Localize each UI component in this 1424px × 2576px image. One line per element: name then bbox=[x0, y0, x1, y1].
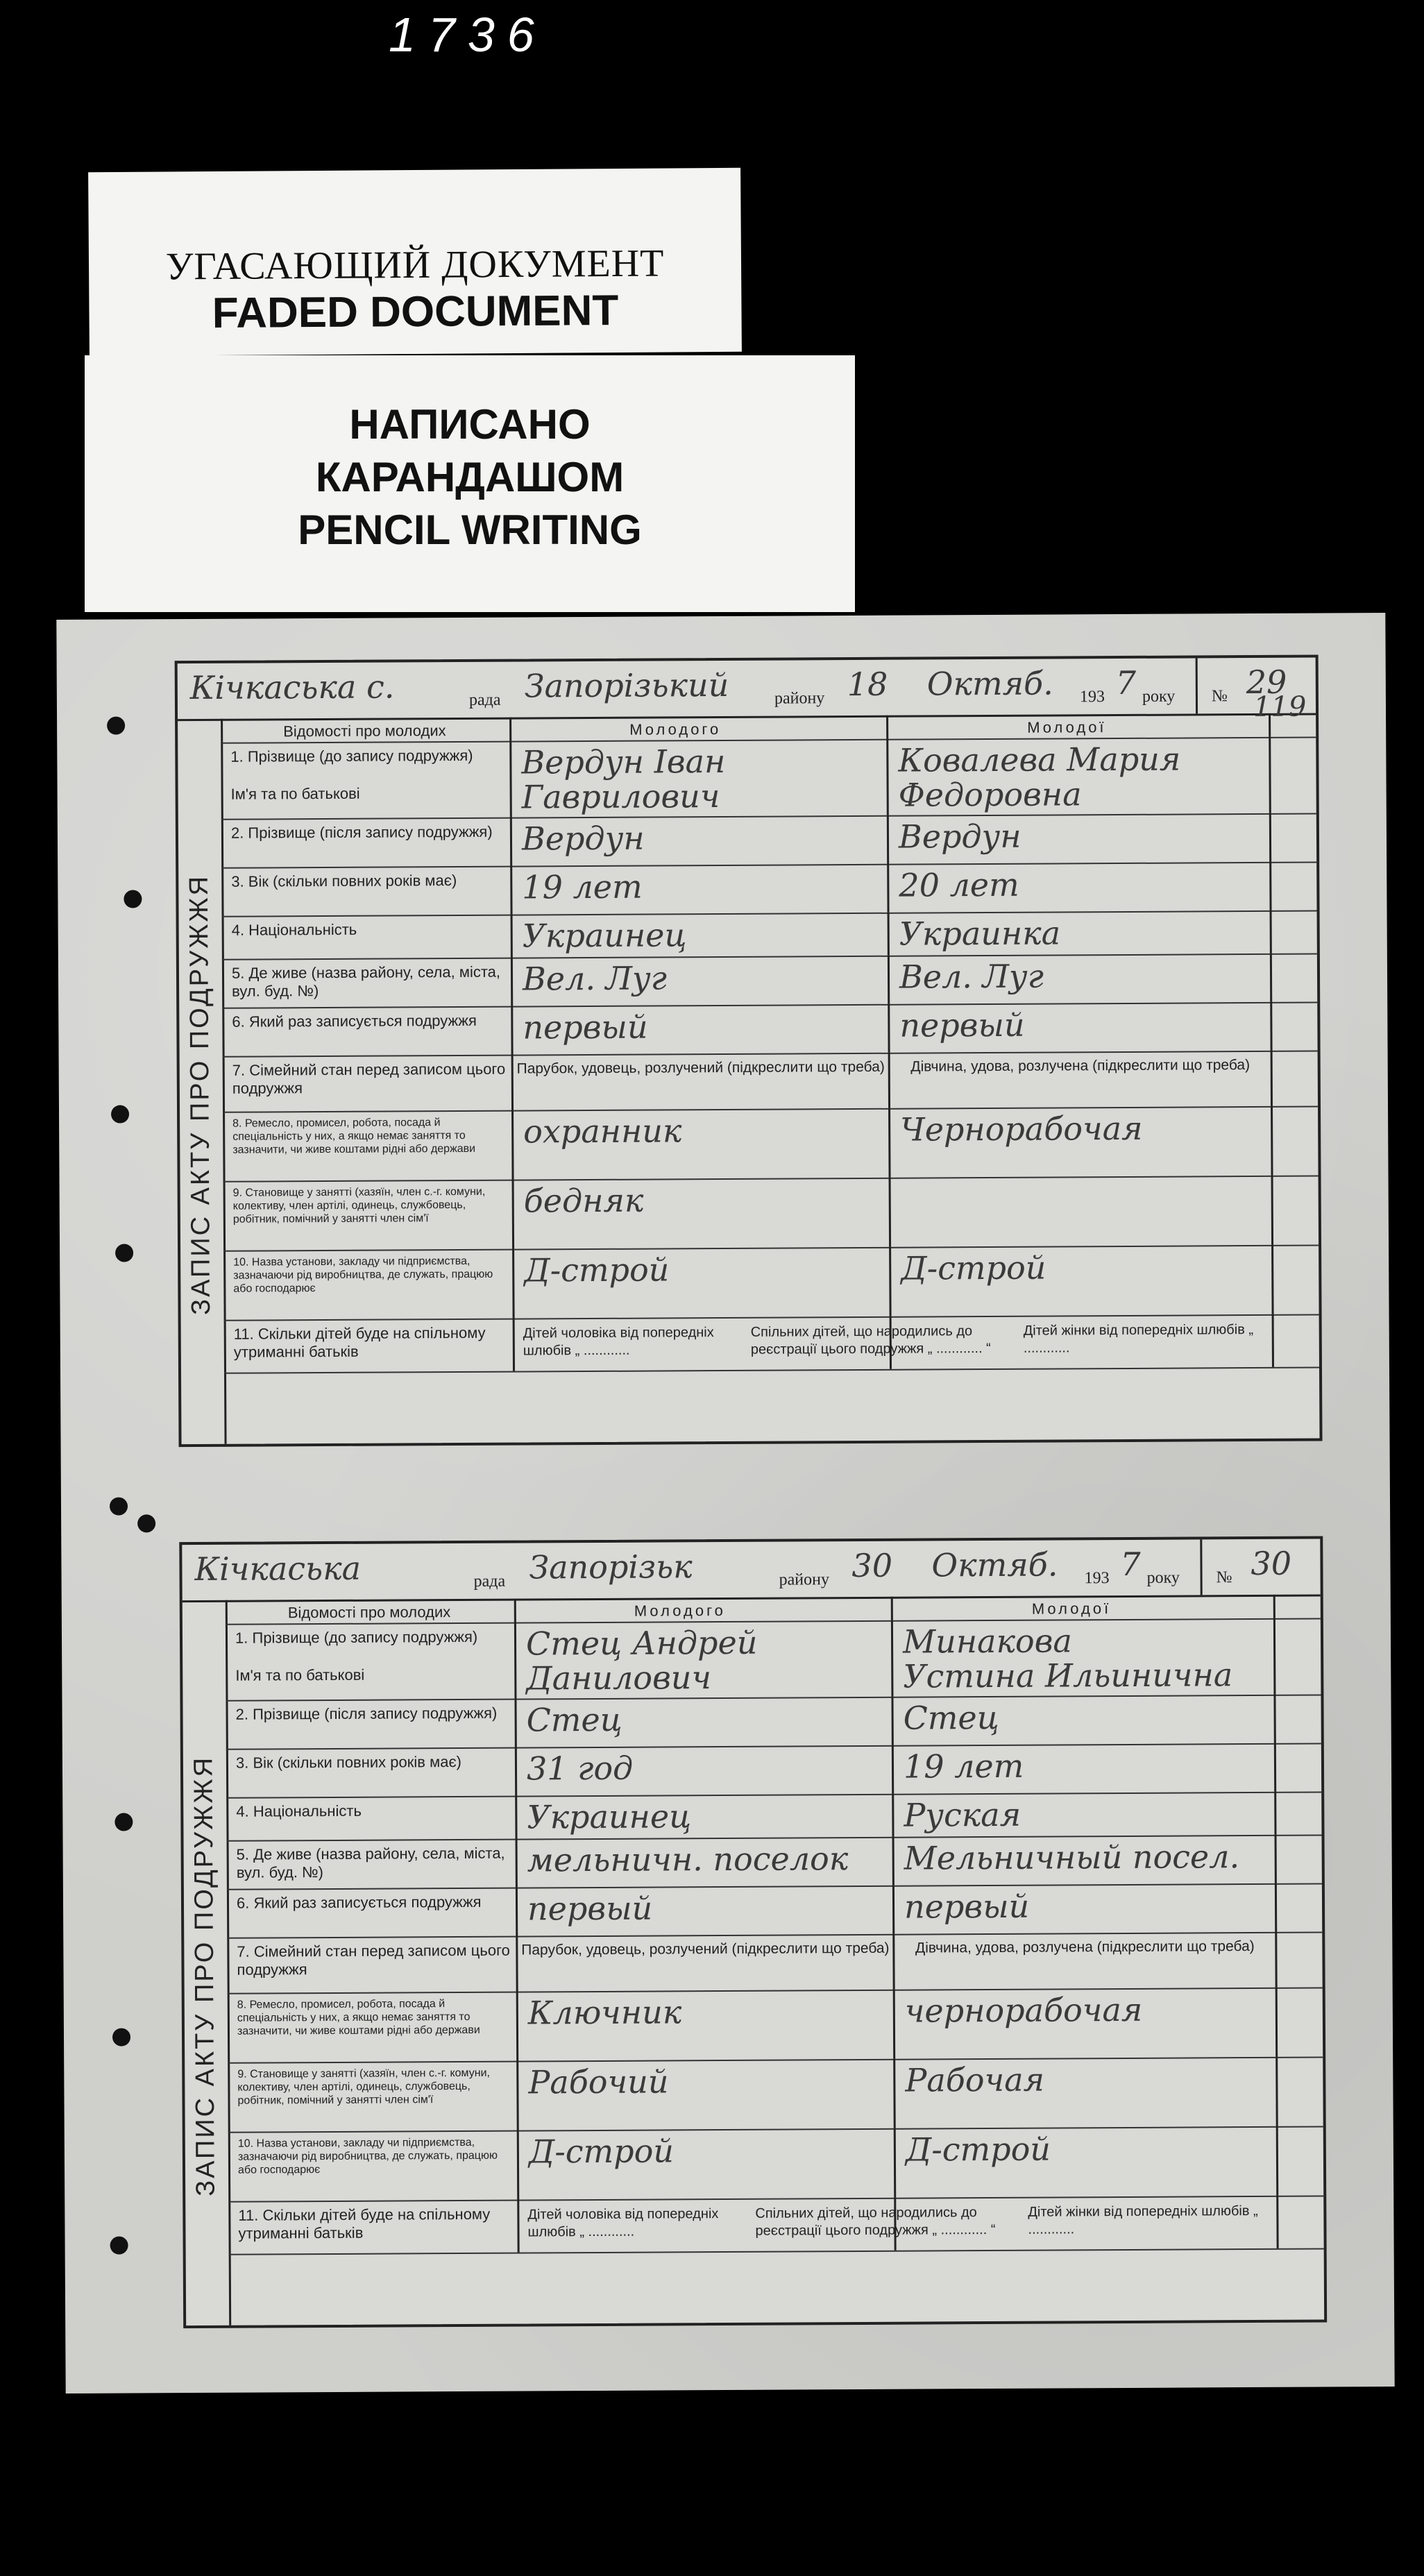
groom-patronymic: Данилович bbox=[526, 1659, 712, 1697]
margin-cell bbox=[1275, 1695, 1321, 1743]
question-cell bbox=[222, 915, 513, 959]
form-row-4 bbox=[222, 910, 1317, 960]
question-label: 8. Ремесло, промисел, робота, посада й спеціальність у них, а якщо немає заняття то зазначити, чи живе коштами рідні або держави bbox=[237, 1998, 480, 2037]
groom-workplace: Д-строй bbox=[524, 1251, 670, 1289]
groom-cell bbox=[514, 1108, 891, 1180]
bride-residence: Вел. Луг bbox=[899, 957, 1044, 996]
year-digit: 7 bbox=[1115, 663, 1137, 702]
question-cell bbox=[228, 1992, 519, 2062]
groom-cell bbox=[511, 715, 888, 741]
punch-hole bbox=[137, 1514, 155, 1532]
faded-label-en: FADED DOCUMENT bbox=[212, 286, 619, 338]
bride-cell bbox=[894, 1743, 1276, 1794]
bride-cell bbox=[895, 1932, 1277, 1990]
rayon-name: Запорізьк bbox=[529, 1548, 693, 1586]
side-title-text: ЗАПИС АКТУ ПРО ПОДРУЖЖЯ bbox=[184, 874, 217, 1315]
question-cell bbox=[223, 1180, 515, 1251]
question-cell bbox=[228, 2130, 520, 2201]
question-cell bbox=[226, 1622, 517, 1700]
column-header-bride: Молодої bbox=[1031, 1600, 1112, 1618]
margin-cell bbox=[1272, 910, 1317, 954]
bride-nationality: Руская bbox=[904, 1795, 1022, 1834]
groom-cell bbox=[513, 913, 890, 958]
question-label: 7. Сімейний стан перед записом цього подружжя bbox=[232, 1060, 506, 1097]
question-cell bbox=[228, 2200, 519, 2254]
record-grid bbox=[226, 1595, 1324, 2325]
bride-children-label: Дітей жінки від попередніх шлюбів „ ............ bbox=[1023, 1322, 1254, 1356]
groom-cell bbox=[516, 1597, 893, 1622]
question-sublabel: Ім'я та по батькові bbox=[235, 1666, 365, 1684]
question-label: 4. Національність bbox=[231, 920, 357, 939]
question-cell bbox=[224, 1319, 515, 1373]
form-row-10 bbox=[228, 2126, 1324, 2203]
groom-cell bbox=[517, 1794, 894, 1839]
bride-cell bbox=[891, 1245, 1274, 1316]
margin-cell bbox=[1271, 813, 1316, 862]
bride-children-label: Дітей жінки від попередніх шлюбів „ ............ bbox=[1028, 2203, 1258, 2237]
bride-surname_after: Стец bbox=[903, 1698, 999, 1737]
margin-cell bbox=[1272, 954, 1317, 1002]
margin-cell bbox=[1271, 737, 1316, 813]
groom-cell bbox=[514, 1247, 892, 1319]
bride-surname: Ковалева Мария bbox=[898, 740, 1181, 779]
archive-number: 1736 bbox=[389, 8, 547, 62]
form-row-5 bbox=[222, 954, 1317, 1009]
bride-patronymic: Федоровна bbox=[898, 775, 1082, 814]
question-label: 11. Скільки дітей буде на спільному утриманні батьків bbox=[238, 2205, 491, 2242]
month: Октяб. bbox=[931, 1545, 1058, 1584]
year-prefix: 193 bbox=[1079, 688, 1105, 706]
bride-cell bbox=[895, 1883, 1277, 1934]
question-label: 9. Становище у занятті (хазяїн, член с.-г. комуни, колективу, член артілі, одинець, службовець, робітник, помічний у занятті член сім'ї bbox=[232, 1185, 486, 1226]
question-label: 1. Прізвище (до запису подружжя) bbox=[230, 746, 473, 765]
faded-label-ru: УГАСАЮЩИЙ ДОКУМЕНТ bbox=[165, 242, 665, 289]
groom-occupation: Ключник bbox=[527, 1993, 682, 2032]
groom-status: Рабочий bbox=[528, 2062, 669, 2101]
groom-surname_after: Вердун bbox=[521, 819, 645, 858]
marriage-record-1 bbox=[175, 655, 1323, 1448]
record-number-box bbox=[1200, 1539, 1320, 1595]
groom-children-label: Дітей чоловіка від попередніх шлюбів „ ............ bbox=[527, 2206, 719, 2240]
question-label: 1. Прізвище (до запису подружжя) bbox=[235, 1627, 478, 1647]
rada-name: Кічкаська с. bbox=[189, 668, 395, 707]
groom-cell bbox=[518, 1934, 895, 1992]
pencil-label-ru2: КАРАНДАШОМ bbox=[315, 454, 625, 500]
rada-name: Кічкаська bbox=[194, 1549, 362, 1588]
margin-cell bbox=[1278, 2126, 1324, 2196]
question-cell bbox=[227, 1888, 518, 1938]
groom-cell bbox=[514, 1178, 892, 1249]
form-row-11 bbox=[224, 1314, 1319, 1374]
question-cell bbox=[221, 741, 512, 819]
bride-cell bbox=[890, 1002, 1272, 1053]
form-row-6 bbox=[227, 1883, 1322, 1939]
bride-marital-options: Дівчина, удова, розлучена (підкреслити що треба) bbox=[910, 1057, 1251, 1075]
question-label: 10. Назва установи, закладу чи підприємства, зазначаючи рід виробництва, де служать, працюю або господарює bbox=[237, 2136, 498, 2176]
margin-cell bbox=[1278, 2196, 1323, 2248]
question-label: 4. Національність bbox=[236, 1802, 362, 1820]
question-label: 10. Назва установи, закладу чи підприємства, зазначаючи рід виробництва, де служать, працюю або господарює bbox=[233, 1255, 493, 1295]
form-row-9 bbox=[223, 1176, 1319, 1252]
groom-residence: мельничн. поселок bbox=[527, 1840, 849, 1879]
form-row-8 bbox=[228, 1988, 1323, 2064]
question-label: 3. Вік (скільки повних років має) bbox=[235, 1752, 462, 1772]
margin-cell bbox=[1277, 1883, 1322, 1932]
punch-hole bbox=[124, 890, 142, 908]
question-label: 5. Де живе (назва району, села, міста, вул. буд. №) bbox=[236, 1844, 505, 1881]
question-cell bbox=[221, 718, 511, 743]
form-row-1 bbox=[221, 737, 1316, 820]
question-sublabel: Ім'я та по батькові bbox=[230, 784, 360, 803]
question-cell bbox=[223, 1055, 514, 1112]
record-number: 29 bbox=[1246, 663, 1287, 702]
punch-hole bbox=[110, 2237, 128, 2255]
question-label: 7. Сімейний стан перед записом цього подружжя bbox=[237, 1941, 510, 1978]
margin-cell bbox=[1272, 1002, 1317, 1051]
bride-cell bbox=[890, 1051, 1273, 1108]
question-label: 2. Прізвище (після запису подружжя) bbox=[230, 822, 493, 842]
side-title bbox=[178, 719, 226, 1444]
bride-cell bbox=[894, 1792, 1276, 1837]
groom-cell bbox=[518, 1990, 896, 2061]
groom-cell bbox=[513, 956, 890, 1006]
form-row-3 bbox=[226, 1743, 1321, 1799]
groom-cell bbox=[519, 2128, 897, 2200]
bride-times: первый bbox=[904, 1887, 1030, 1926]
bride-patronymic: Устина Ильинична bbox=[903, 1656, 1233, 1695]
question-label: 9. Становище у занятті (хазяїн, член с.-г. комуни, колективу, член артілі, одинець, службовець, робітник, помічний у занятті член сім'ї bbox=[237, 2067, 490, 2107]
question-cell bbox=[227, 1839, 518, 1889]
question-cell bbox=[221, 866, 512, 916]
side-title-text: ЗАПИС АКТУ ПРО ПОДРУЖЖЯ bbox=[189, 1755, 221, 2196]
bride-age: 19 лет bbox=[903, 1747, 1024, 1786]
margin-cell bbox=[1273, 1106, 1319, 1176]
year-label: року bbox=[1142, 687, 1176, 706]
bride-age: 20 лет bbox=[899, 865, 1019, 904]
groom-nationality: Украинец bbox=[527, 1797, 692, 1836]
groom-surname_after: Стец bbox=[526, 1700, 622, 1739]
record-number: 30 bbox=[1251, 1544, 1292, 1583]
bride-cell bbox=[893, 1595, 1275, 1620]
question-label: 5. Де живе (назва району, села, міста, вул. буд. №) bbox=[231, 963, 501, 1000]
groom-cell bbox=[517, 1745, 894, 1796]
margin-cell bbox=[1278, 2057, 1323, 2126]
pencil-label-en: PENCIL WRITING bbox=[298, 507, 642, 553]
form-row-7 bbox=[227, 1932, 1322, 1994]
side-title bbox=[183, 1600, 231, 2325]
record-number-box bbox=[1196, 658, 1316, 724]
bride-marital-options: Дівчина, удова, розлучена (підкреслити що треба) bbox=[915, 1938, 1255, 1956]
bride-cell bbox=[890, 954, 1272, 1004]
punch-hole bbox=[115, 1244, 133, 1262]
margin-cell bbox=[1275, 1595, 1321, 1618]
number-label: № bbox=[1211, 687, 1228, 706]
groom-surname: Стец Андрей bbox=[525, 1623, 758, 1663]
bride-occupation: чернорабочая bbox=[904, 1990, 1143, 2030]
bride-nationality: Украинка bbox=[899, 914, 1061, 953]
groom-status: бедняк bbox=[523, 1181, 644, 1220]
bride-cell bbox=[895, 1835, 1277, 1886]
marriage-record-2 bbox=[179, 1536, 1327, 2328]
bride-cell bbox=[893, 1618, 1276, 1697]
rayon-label: району bbox=[774, 689, 825, 708]
groom-cell bbox=[512, 864, 889, 915]
bride-cell bbox=[896, 2196, 1278, 2251]
common-children-label: Спільних дітей, що народились до реєстрації цього подружжя „ ............ “ bbox=[750, 1323, 991, 1357]
groom-times: первый bbox=[527, 1889, 653, 1928]
rada-label: рада bbox=[468, 690, 501, 709]
groom-cell bbox=[513, 1004, 890, 1055]
question-cell bbox=[221, 817, 512, 867]
question-label: 6. Який раз записується подружжя bbox=[236, 1892, 482, 1912]
form-row-4 bbox=[226, 1792, 1321, 1842]
rada-label: рада bbox=[473, 1572, 506, 1591]
rayon-label: району bbox=[779, 1570, 829, 1589]
groom-cell bbox=[516, 1620, 894, 1699]
question-label: 2. Прізвище (після запису подружжя) bbox=[235, 1704, 498, 1723]
margin-cell bbox=[1273, 1051, 1318, 1106]
year-digit: 7 bbox=[1120, 1545, 1141, 1584]
groom-cell bbox=[518, 1837, 895, 1888]
column-header-info: Відомості про молодих bbox=[287, 1603, 451, 1622]
groom-cell bbox=[518, 2059, 896, 2130]
bride-status: Рабочая bbox=[905, 2060, 1045, 2099]
punch-hole bbox=[110, 1498, 128, 1516]
year-label: року bbox=[1146, 1568, 1180, 1587]
question-cell bbox=[228, 2061, 519, 2132]
bride-cell bbox=[895, 2057, 1278, 2128]
groom-cell bbox=[512, 815, 889, 866]
groom-children-label: Дітей чоловіка від попередніх шлюбів „ ............ bbox=[523, 1325, 714, 1359]
bride-cell bbox=[888, 737, 1271, 815]
bride-cell bbox=[893, 1695, 1275, 1745]
bride-cell bbox=[890, 910, 1272, 956]
bride-cell bbox=[891, 1176, 1274, 1247]
groom-marital-options: Парубок, удовець, розлучений (підкреслити що треба) bbox=[516, 1058, 885, 1077]
groom-residence: Вел. Луг bbox=[522, 959, 668, 998]
record-header bbox=[178, 658, 1316, 722]
bride-workplace: Д-строй bbox=[905, 2130, 1051, 2169]
groom-patronymic: Гаврилович bbox=[521, 777, 720, 816]
margin-cell bbox=[1273, 1176, 1319, 1245]
margin-cell bbox=[1271, 862, 1316, 910]
margin-cell bbox=[1277, 1932, 1322, 1988]
bride-cell bbox=[889, 862, 1271, 913]
record-grid bbox=[221, 713, 1319, 1444]
punch-hole bbox=[111, 1105, 129, 1123]
pencil-writing-label bbox=[85, 355, 855, 612]
form-row-5 bbox=[227, 1835, 1322, 1890]
form-row-3 bbox=[221, 862, 1316, 917]
margin-cell bbox=[1274, 1314, 1319, 1367]
groom-surname: Вердун Іван bbox=[521, 742, 726, 781]
bride-residence: Мельничный посел. bbox=[904, 1838, 1240, 1877]
punch-hole bbox=[115, 1813, 133, 1831]
question-label: 11. Скільки дітей буде на спільному утриманні батьків bbox=[233, 1323, 486, 1361]
question-label: 8. Ремесло, промисел, робота, посада й спеціальність у них, а якщо немає заняття то зазначити, чи живе коштами рідні або держави bbox=[232, 1117, 476, 1156]
margin-cell bbox=[1278, 1988, 1323, 2057]
bride-cell bbox=[888, 713, 1271, 739]
day: 30 bbox=[851, 1546, 893, 1585]
groom-nationality: Украинец bbox=[522, 916, 687, 955]
bride-surname: Минакова bbox=[902, 1622, 1073, 1661]
faded-document-label bbox=[88, 168, 742, 357]
bride-surname_after: Вердун bbox=[898, 817, 1022, 856]
bride-cell bbox=[896, 2126, 1279, 2198]
form-row-2 bbox=[221, 813, 1316, 869]
punch-hole bbox=[112, 2028, 130, 2047]
margin-cell bbox=[1277, 1835, 1322, 1883]
register-page bbox=[56, 613, 1394, 2393]
form-row-11 bbox=[228, 2196, 1323, 2255]
question-cell bbox=[227, 1936, 518, 1993]
bride-cell bbox=[889, 813, 1271, 864]
margin-cell bbox=[1275, 1618, 1321, 1695]
question-cell bbox=[222, 958, 513, 1008]
pencil-label-ru1: НАПИСАНО bbox=[349, 401, 591, 448]
bride-cell bbox=[892, 1314, 1274, 1369]
groom-cell bbox=[511, 739, 889, 817]
form-row-2 bbox=[226, 1695, 1321, 1750]
margin-cell bbox=[1276, 1792, 1321, 1835]
groom-cell bbox=[518, 1886, 895, 1936]
groom-cell bbox=[519, 2198, 996, 2253]
question-cell bbox=[223, 1110, 514, 1181]
form-row-1 bbox=[226, 1618, 1321, 1702]
bride-workplace: Д-строй bbox=[901, 1248, 1046, 1287]
day: 18 bbox=[847, 665, 888, 704]
rayon-name: Запорізький bbox=[524, 666, 729, 705]
question-cell bbox=[222, 1006, 513, 1056]
bride-times: первый bbox=[899, 1006, 1025, 1044]
form-row-6 bbox=[222, 1002, 1317, 1058]
form-row-8 bbox=[223, 1106, 1319, 1183]
punch-hole bbox=[107, 717, 125, 735]
record-header bbox=[182, 1539, 1320, 1603]
column-header-info: Відомості про молодих bbox=[283, 722, 446, 740]
form-row-10 bbox=[223, 1245, 1319, 1321]
form-row-7 bbox=[223, 1051, 1318, 1113]
margin-cell bbox=[1273, 1245, 1319, 1314]
question-cell bbox=[226, 1599, 516, 1624]
bride-cell bbox=[890, 1106, 1273, 1178]
year-prefix: 193 bbox=[1084, 1569, 1110, 1588]
form-row-9 bbox=[228, 2057, 1323, 2133]
month: Октяб. bbox=[926, 664, 1053, 703]
number-label: № bbox=[1216, 1568, 1232, 1587]
question-cell bbox=[226, 1699, 516, 1749]
column-header-groom: Молодого bbox=[634, 1602, 726, 1620]
question-label: 3. Вік (скільки повних років має) bbox=[231, 872, 457, 890]
column-header-bride: Молодої bbox=[1027, 718, 1107, 736]
margin-cell bbox=[1276, 1743, 1321, 1792]
groom-cell bbox=[515, 1316, 991, 1371]
common-children-label: Спільних дітей, що народились до реєстрації цього подружжя „ ............ “ bbox=[755, 2205, 996, 2239]
groom-times: первый bbox=[523, 1008, 648, 1046]
groom-age: 19 лет bbox=[522, 867, 643, 906]
groom-marital-options: Парубок, удовець, розлучений (підкреслити що треба) bbox=[521, 1940, 890, 1958]
question-cell bbox=[226, 1796, 517, 1840]
groom-cell bbox=[514, 1053, 890, 1110]
bride-occupation: Чернорабочая bbox=[900, 1109, 1143, 1149]
groom-age: 31 год bbox=[526, 1749, 634, 1788]
margin-cell bbox=[1271, 713, 1316, 737]
question-label: 6. Який раз записується подружжя bbox=[232, 1011, 477, 1031]
groom-occupation: охранник bbox=[523, 1112, 682, 1151]
column-header-groom: Молодого bbox=[629, 720, 722, 738]
question-cell bbox=[223, 1249, 515, 1320]
record-number-extra: 119 bbox=[1253, 690, 1307, 724]
question-cell bbox=[226, 1747, 517, 1797]
groom-workplace: Д-строй bbox=[528, 2132, 675, 2171]
groom-cell bbox=[516, 1697, 893, 1747]
bride-cell bbox=[895, 1988, 1278, 2059]
